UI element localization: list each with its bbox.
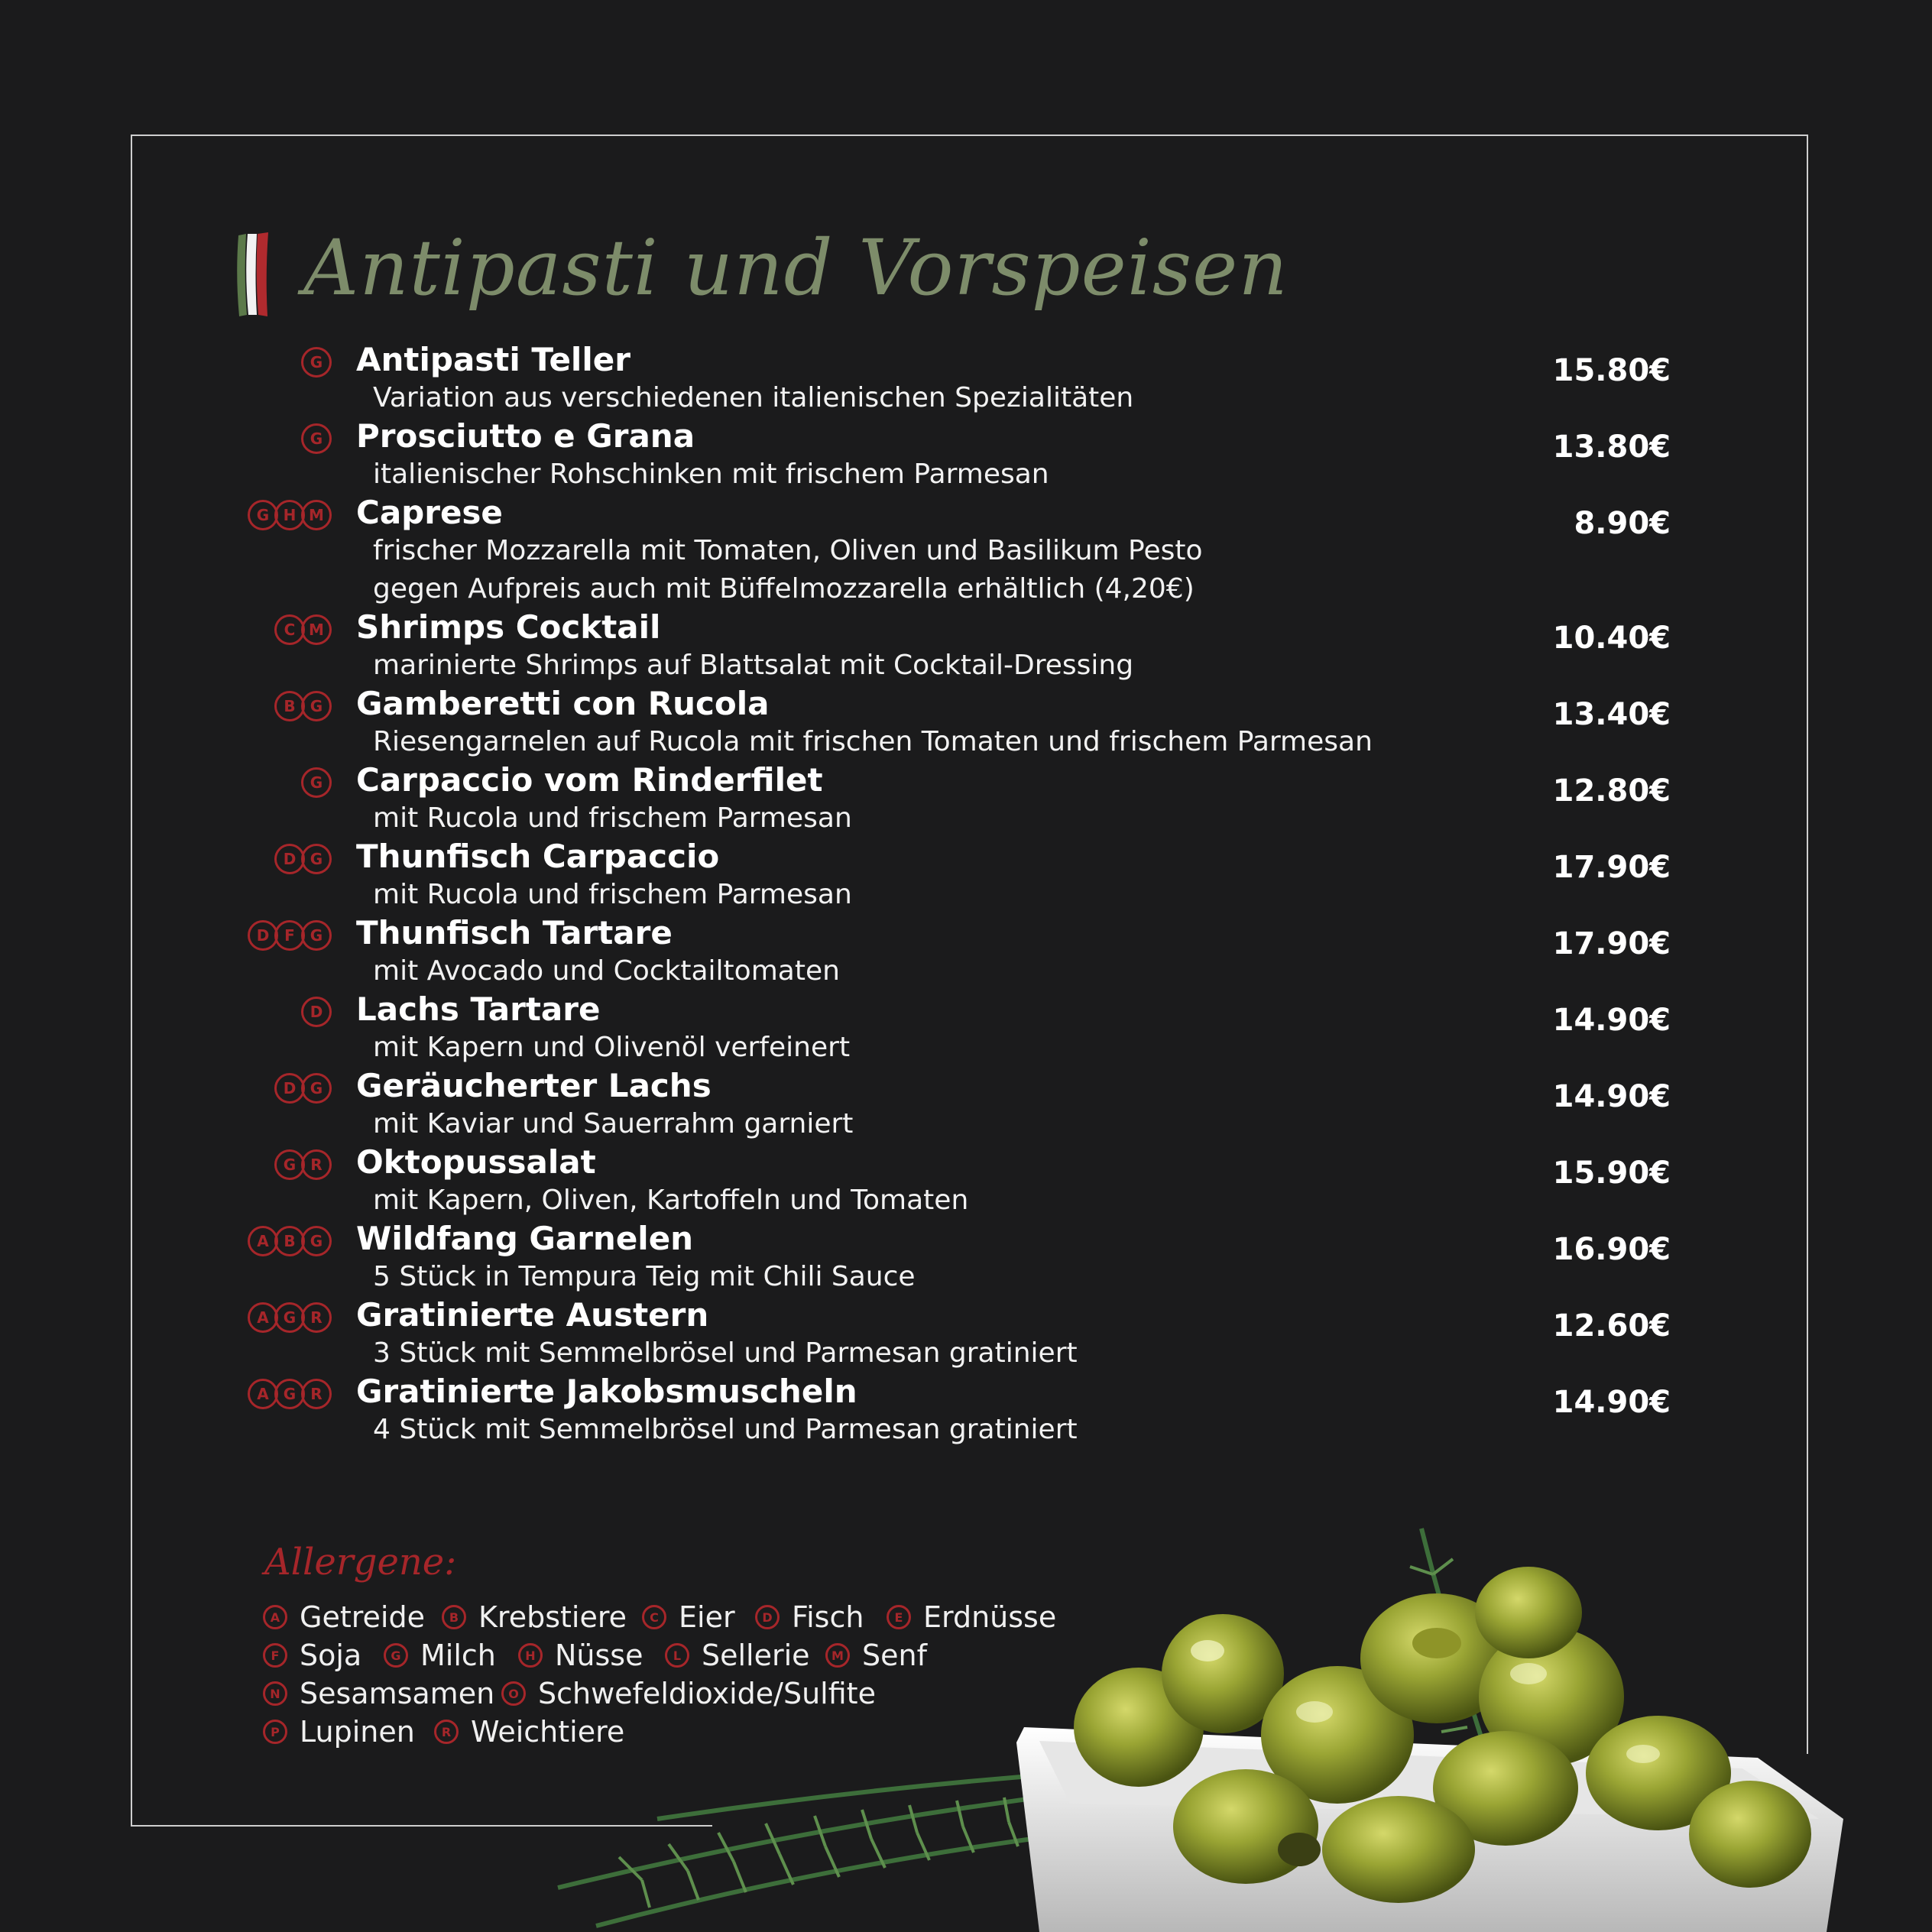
item-name: Oktopussalat	[356, 1143, 596, 1181]
allergen-badge: G	[274, 1149, 305, 1180]
allergen-badge: M	[825, 1643, 850, 1668]
allergen-badge: G	[248, 500, 278, 530]
allergen-badge: C	[642, 1605, 666, 1629]
item-name: Antipasti Teller	[356, 341, 630, 378]
allergen-badge: D	[248, 920, 278, 951]
item-price: 17.90€	[1552, 926, 1671, 961]
olive-bowl-image	[535, 1498, 1932, 1932]
item-description	[373, 1411, 1078, 1449]
item-price: 12.80€	[1552, 773, 1671, 809]
allergen-badge: N	[263, 1681, 287, 1706]
allergen-badge: R	[301, 1379, 332, 1409]
description-line: mit Kapern und Olivenöl verfeinert	[373, 1032, 851, 1063]
allergen-badges	[278, 844, 332, 874]
allergene-label: Sellerie	[702, 1639, 810, 1672]
allergen-badge: D	[274, 1073, 305, 1104]
allergene-label: Lupinen	[300, 1715, 415, 1749]
item-name: Shrimps Cocktail	[356, 608, 661, 646]
allergen-badge: A	[263, 1605, 287, 1629]
allergene-label: Schwefeldioxide/Sulfite	[538, 1677, 876, 1710]
item-name: Geräucherter Lachs	[356, 1067, 712, 1104]
allergen-badge: E	[887, 1605, 911, 1629]
allergen-badges	[305, 423, 332, 454]
allergen-badge: F	[274, 920, 305, 951]
description-line: gegen Aufpreis auch mit Büffelmozzarella erhältlich (4,20€)	[373, 573, 1195, 605]
item-description	[373, 1029, 850, 1067]
allergene-label: Erdnüsse	[923, 1600, 1057, 1634]
allergene-entry	[263, 1639, 361, 1672]
item-description	[373, 647, 1133, 685]
description-line: 4 Stück mit Semmelbrösel und Parmesan gratiniert	[373, 1414, 1078, 1445]
item-name: Lachs Tartare	[356, 990, 601, 1028]
allergen-badge: A	[248, 1379, 278, 1409]
page-title: Antipasti und Vorspeisen	[303, 223, 1289, 313]
description-line: 3 Stück mit Semmelbrösel und Parmesan gratiniert	[373, 1337, 1078, 1369]
item-description	[373, 1182, 968, 1220]
allergen-badge: G	[301, 1073, 332, 1104]
item-price: 15.80€	[1552, 353, 1671, 388]
item-description	[373, 1258, 916, 1296]
italian-flag-icon	[234, 231, 271, 319]
description-line: 5 Stück in Tempura Teig mit Chili Sauce	[373, 1261, 916, 1292]
allergen-badge: C	[274, 614, 305, 645]
allergene-label: Eier	[679, 1600, 735, 1634]
allergen-badge: B	[274, 691, 305, 721]
item-price: 8.90€	[1574, 506, 1671, 541]
item-name: Gratinierte Jakobsmuscheln	[356, 1373, 857, 1410]
allergen-badges	[251, 1379, 332, 1409]
item-description	[373, 952, 840, 990]
allergen-badge: G	[301, 844, 332, 874]
item-description	[373, 799, 852, 838]
description-line: mit Avocado und Cocktailtomaten	[373, 955, 840, 987]
allergen-badge: R	[301, 1149, 332, 1180]
allergen-badge: H	[274, 500, 305, 530]
item-description	[373, 1105, 853, 1143]
allergen-badge: A	[248, 1226, 278, 1256]
description-line: frischer Mozzarella mit Tomaten, Oliven und Basilikum Pesto	[373, 535, 1203, 566]
description-line: mit Rucola und frischem Parmesan	[373, 802, 852, 834]
item-name: Thunfisch Carpaccio	[356, 838, 720, 875]
allergen-badges	[305, 347, 332, 378]
description-line: mit Kaviar und Sauerrahm garniert	[373, 1108, 854, 1139]
allergen-badges	[251, 1226, 332, 1256]
allergen-badge: B	[274, 1226, 305, 1256]
item-price: 17.90€	[1552, 850, 1671, 885]
allergen-badge: G	[384, 1643, 408, 1668]
allergen-badge: F	[263, 1643, 287, 1668]
allergene-entry	[263, 1600, 425, 1634]
allergen-badge: G	[274, 1379, 305, 1409]
allergen-badge: G	[301, 1226, 332, 1256]
allergen-badge: G	[301, 347, 332, 378]
allergen-badge: L	[665, 1643, 689, 1668]
item-description	[373, 455, 1049, 494]
allergene-entry	[384, 1639, 496, 1672]
allergen-badge: D	[755, 1605, 780, 1629]
allergen-badge: G	[301, 920, 332, 951]
description-line: mit Rucola und frischem Parmesan	[373, 879, 852, 910]
item-price: 14.90€	[1552, 1385, 1671, 1420]
allergene-label: Getreide	[300, 1600, 425, 1634]
item-price: 10.40€	[1552, 621, 1671, 656]
allergen-badge: D	[274, 844, 305, 874]
allergen-badge: B	[442, 1605, 466, 1629]
item-description	[373, 1334, 1078, 1373]
allergene-heading: Allergene:	[264, 1541, 457, 1584]
description-line: italienischer Rohschinken mit frischem Parmesan	[373, 459, 1049, 490]
allergene-label: Nüsse	[555, 1639, 643, 1672]
item-price: 13.80€	[1552, 430, 1671, 465]
allergen-badge: R	[434, 1720, 459, 1744]
allergen-badge: G	[301, 767, 332, 798]
allergene-label: Milch	[420, 1639, 496, 1672]
item-price: 13.40€	[1552, 697, 1671, 732]
allergen-badges	[305, 767, 332, 798]
allergene-label: Sesamsamen	[300, 1677, 495, 1710]
allergen-badge: P	[263, 1720, 287, 1744]
allergen-badges	[278, 1073, 332, 1104]
item-name: Caprese	[356, 494, 503, 531]
allergene-label: Senf	[862, 1639, 927, 1672]
item-name: Gratinierte Austern	[356, 1296, 709, 1334]
allergen-badges	[278, 691, 332, 721]
item-price: 14.90€	[1552, 1003, 1671, 1038]
allergen-badges	[251, 920, 332, 951]
description-line: marinierte Shrimps auf Blattsalat mit Cocktail-Dressing	[373, 650, 1134, 681]
allergen-badges	[251, 500, 332, 530]
allergen-badge: G	[274, 1302, 305, 1333]
allergen-badge: A	[248, 1302, 278, 1333]
allergene-entry	[263, 1715, 415, 1749]
item-price: 15.90€	[1552, 1156, 1671, 1191]
item-price: 14.90€	[1552, 1079, 1671, 1114]
allergen-badges	[278, 614, 332, 645]
description-line: mit Kapern, Oliven, Kartoffeln und Tomaten	[373, 1185, 969, 1216]
description-line: Variation aus verschiedenen italienischen Spezialitäten	[373, 382, 1134, 413]
allergen-badge: D	[301, 997, 332, 1027]
allergene-label: Weichtiere	[471, 1715, 625, 1749]
item-price: 16.90€	[1552, 1232, 1671, 1267]
item-name: Wildfang Garnelen	[356, 1220, 694, 1257]
allergene-label: Fisch	[792, 1600, 864, 1634]
allergen-badges	[305, 997, 332, 1027]
allergene-entry	[263, 1677, 494, 1710]
item-description	[373, 876, 852, 914]
item-name: Carpaccio vom Rinderfilet	[356, 761, 823, 799]
item-description	[373, 723, 1373, 761]
item-description	[373, 379, 1133, 417]
allergen-badge: G	[301, 423, 332, 454]
description-line: Riesengarnelen auf Rucola mit frischen Tomaten und frischem Parmesan	[373, 726, 1373, 757]
allergen-badge: O	[501, 1681, 526, 1706]
item-name: Gamberetti con Rucola	[356, 685, 770, 722]
allergen-badge: H	[518, 1643, 543, 1668]
item-name: Thunfisch Tartare	[356, 914, 673, 951]
allergen-badge: R	[301, 1302, 332, 1333]
allergen-badges	[278, 1149, 332, 1180]
item-name: Prosciutto e Grana	[356, 417, 695, 455]
allergene-label: Soja	[300, 1639, 362, 1672]
allergen-badge: G	[301, 691, 332, 721]
allergene-label: Krebstiere	[478, 1600, 627, 1634]
item-price: 12.60€	[1552, 1308, 1671, 1344]
allergen-badge: M	[301, 500, 332, 530]
allergen-badges	[251, 1302, 332, 1333]
item-description	[373, 532, 1203, 608]
allergen-badge: M	[301, 614, 332, 645]
